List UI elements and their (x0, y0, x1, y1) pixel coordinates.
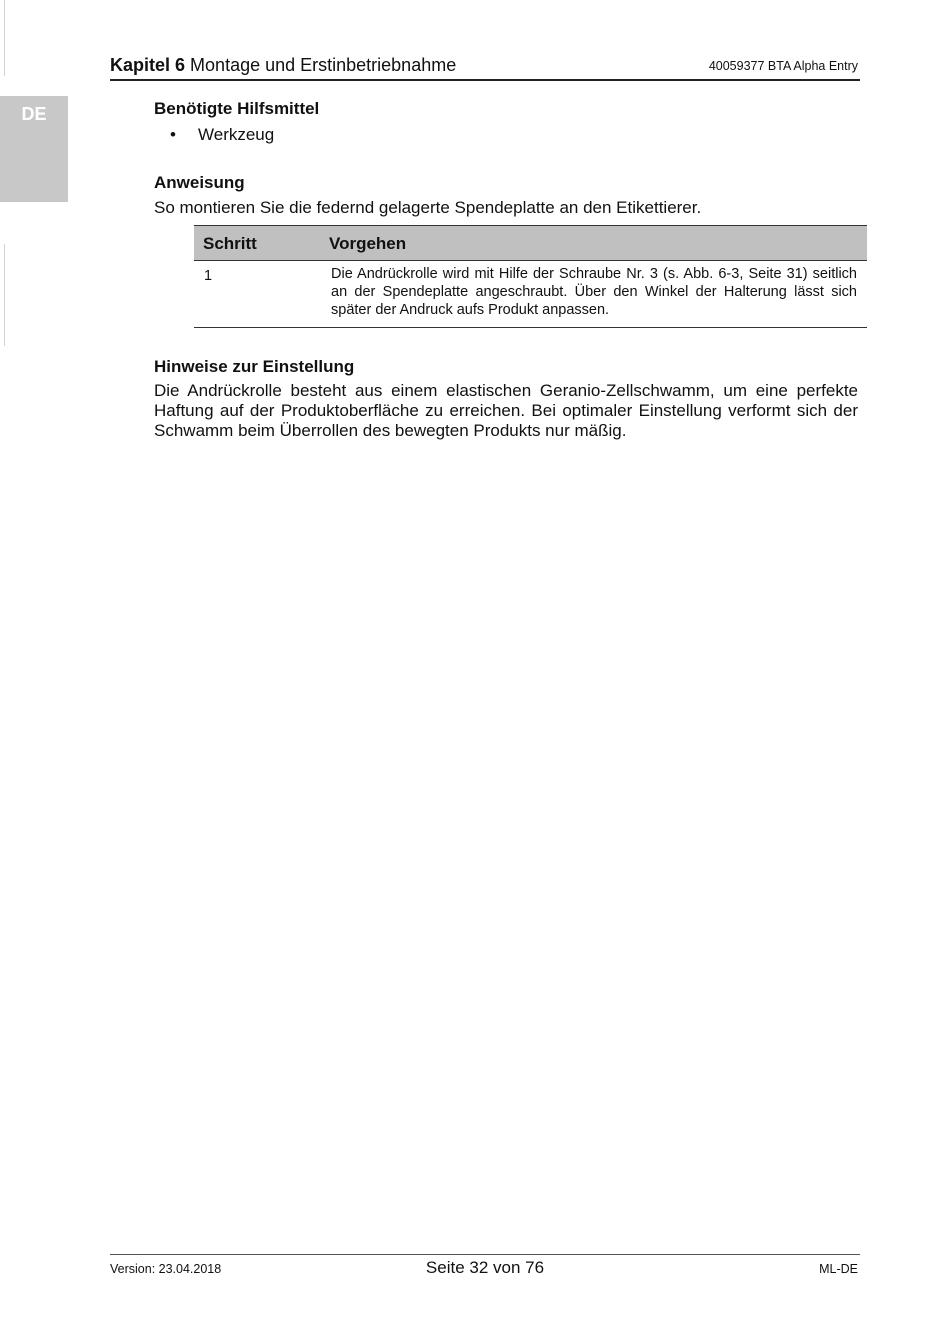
page-content (154, 98, 858, 218)
document-id: 40059377 BTA Alpha Entry (708, 59, 858, 73)
page-header (110, 55, 860, 81)
chapter-heading (110, 55, 456, 76)
notes-section (154, 356, 858, 441)
instruction-text: So montieren Sie die federnd gelagerte Spendeplatte an den Etikettierer. (154, 198, 702, 217)
table-header (194, 226, 867, 261)
step-number: 1 (204, 268, 213, 284)
list-item (154, 122, 858, 148)
step-action: Die Andrückrolle wird mit Hilfe der Schraube Nr. 3 (s. Abb. 6-3, Seite 31) seitlich an der Spendeplatte angeschraubt. Über den Winkel der Halterung lässt sich später der Andruck aufs Produkt anpassen. (331, 266, 857, 318)
column-header-action: Vorgehen (329, 234, 407, 253)
version-label: Version: 23.04.2018 (110, 1262, 222, 1276)
page-footer (110, 1254, 860, 1281)
chapter-title: Montage und Erstinbetriebnahme (190, 55, 457, 75)
margin-line-top (4, 0, 5, 76)
bullet-icon: • (170, 125, 176, 144)
tools-heading: Benötigte Hilfsmittel (154, 99, 320, 118)
notes-heading: Hinweise zur Einstellung (154, 357, 355, 376)
table-row (194, 261, 867, 327)
margin-line-middle (4, 244, 5, 346)
steps-table (194, 225, 867, 328)
language-code: ML-DE (819, 1262, 858, 1276)
notes-text: Die Andrückrolle besteht aus einem elastischen Geranio-Zellschwamm, um eine perfekte Haftung auf der Produktoberfläche zu erreichen. Bei optimaler Einstellung verformt sich der Schwamm beim Überrollen des bewegten Produkts nur mäßig. (154, 381, 858, 440)
instruction-heading: Anweisung (154, 173, 245, 192)
page-number: Seite 32 von 76 (425, 1258, 545, 1277)
list-item-text: Werkzeug (198, 125, 275, 144)
tools-list (154, 122, 858, 148)
language-tab: DE (0, 96, 68, 202)
column-header-step: Schritt (203, 234, 257, 253)
chapter-label: Kapitel 6 (110, 55, 186, 75)
